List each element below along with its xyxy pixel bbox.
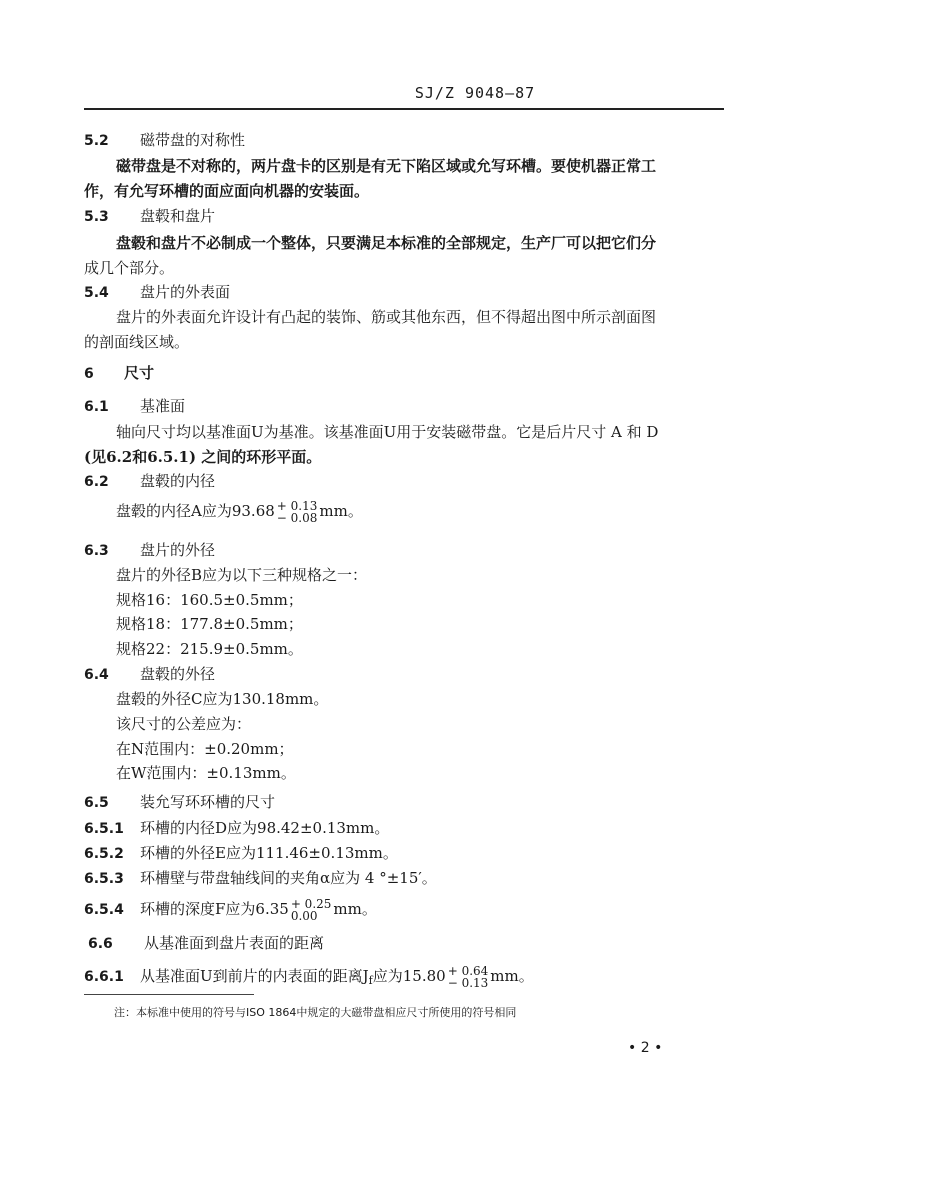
tolerance-lower: 0.00 bbox=[290, 909, 318, 923]
section-6-4-line-4: 在W范围内：±0.13mm。 bbox=[116, 764, 296, 782]
section-6-6-1 bbox=[84, 965, 534, 991]
footnote-rule bbox=[84, 994, 254, 995]
section-number: 6.4 bbox=[84, 667, 109, 683]
section-6-3-intro: 盘片的外径B应为以下三种规格之一： bbox=[116, 566, 368, 584]
tolerance-upper: + 0.25 bbox=[290, 897, 332, 911]
section-title: 基准面 bbox=[140, 397, 186, 415]
section-6-2-heading bbox=[84, 471, 215, 492]
section-6-5-4 bbox=[84, 898, 377, 922]
standard-code-header: SJ/Z 9048—87 bbox=[414, 84, 536, 102]
item-text: 从基准面U到前片的内表面的距离J bbox=[140, 967, 369, 985]
section-5-4-para-line-2: 的剖面线区域。 bbox=[84, 333, 190, 351]
section-6-5-heading bbox=[84, 792, 275, 813]
item-text-cont: 应为15.80 bbox=[372, 967, 446, 985]
unit: mm。 bbox=[333, 900, 377, 918]
section-6-4-heading bbox=[84, 664, 215, 685]
section-title: 盘片的外表面 bbox=[140, 283, 231, 301]
section-6-1-para-line-1: 轴向尺寸均以基准面U为基准。该基准面U用于安装磁带盘。它是后片尺寸 A 和 D bbox=[116, 423, 659, 441]
section-6-heading bbox=[84, 363, 154, 384]
unit: mm。 bbox=[319, 502, 363, 520]
section-number: 6.2 bbox=[84, 474, 109, 490]
section-number: 6.6.1 bbox=[84, 969, 124, 985]
subscript: f bbox=[368, 974, 373, 987]
section-number: 6.5.2 bbox=[84, 846, 124, 862]
section-6-1-para-line-2: (见6.2和6.5.1) 之间的环形平面。 bbox=[84, 448, 322, 466]
unit: mm。 bbox=[490, 967, 534, 985]
section-title: 盘毂和盘片 bbox=[140, 207, 216, 225]
section-number: 5.4 bbox=[84, 285, 109, 301]
tolerance-lower: − 0.13 bbox=[447, 976, 489, 990]
section-6-4-line-1: 盘毂的外径C应为130.18mm。 bbox=[116, 690, 329, 708]
item-text: 环槽的内径D应为98.42±0.13mm。 bbox=[140, 819, 390, 837]
section-5-4-heading bbox=[84, 282, 230, 303]
section-title: 盘毂的外径 bbox=[140, 665, 216, 683]
tolerance bbox=[448, 965, 489, 989]
section-6-6-heading bbox=[88, 933, 324, 954]
section-6-4-line-3: 在N范围内：±0.20mm； bbox=[116, 740, 294, 758]
section-title: 盘毂的内径 bbox=[140, 472, 216, 490]
footnote: 注：本标准中使用的符号与ISO 1864中规定的大磁带盘相应尺寸所使用的符号相同 bbox=[114, 1006, 517, 1019]
section-title: 磁带盘的对称性 bbox=[140, 131, 246, 149]
section-title: 从基准面到盘片表面的距离 bbox=[144, 934, 325, 952]
section-5-3-heading bbox=[84, 206, 215, 227]
section-6-5-1 bbox=[84, 818, 389, 839]
section-number: 5.3 bbox=[84, 209, 109, 225]
page-number: • 2 • bbox=[628, 1040, 663, 1056]
tolerance-upper: + 0.13 bbox=[276, 499, 318, 513]
tolerance bbox=[277, 500, 318, 524]
section-5-2-heading bbox=[84, 130, 245, 151]
item-text: 环槽壁与带盘轴线间的夹角α应为 4 °±15′。 bbox=[140, 869, 437, 887]
tolerance-upper: + 0.64 bbox=[447, 964, 489, 978]
section-number: 6.5.1 bbox=[84, 821, 124, 837]
section-6-1-heading bbox=[84, 396, 185, 417]
section-number: 6.5.4 bbox=[84, 902, 124, 918]
section-5-2-para-line-2: 作，有允写环槽的面应面向机器的安装面。 bbox=[84, 182, 370, 200]
section-5-2-para-line-1: 磁带盘是不对称的，两片盘卡的区别是有无下陷区域或允写环槽。要使机器正常工 bbox=[116, 157, 657, 175]
section-5-3-para-line-1: 盘毂和盘片不必制成一个整体，只要满足本标准的全部规定，生产厂可以把它们分 bbox=[116, 234, 657, 252]
section-6-4-line-2: 该尺寸的公差应为： bbox=[116, 715, 252, 733]
tolerance bbox=[291, 898, 332, 922]
item-text: 环槽的外径E应为111.46±0.13mm。 bbox=[140, 844, 398, 862]
section-number: 6.3 bbox=[84, 543, 109, 559]
section-6-5-2 bbox=[84, 843, 398, 864]
section-number: 6.5.3 bbox=[84, 871, 124, 887]
section-title: 尺寸 bbox=[124, 364, 155, 382]
section-number: 6.6 bbox=[88, 936, 113, 952]
section-title: 盘片的外径 bbox=[140, 541, 216, 559]
section-number: 6.5 bbox=[84, 795, 109, 811]
section-6-3-heading bbox=[84, 540, 215, 561]
section-5-3-para-line-2: 成几个部分。 bbox=[84, 259, 175, 277]
section-number: 6 bbox=[84, 366, 94, 382]
tolerance-lower: − 0.08 bbox=[276, 511, 318, 525]
section-5-4-para-line-1: 盘片的外表面允许设计有凸起的装饰、筋或其他东西，但不得超出图中所示剖面图 bbox=[116, 308, 657, 326]
formula-text: 盘毂的内径A应为93.68 bbox=[116, 502, 275, 520]
size-spec-item: 规格22：215.9±0.5mm。 bbox=[116, 640, 303, 658]
size-spec-item: 规格18：177.8±0.5mm； bbox=[116, 615, 303, 633]
item-text: 环槽的深度F应为6.35 bbox=[140, 900, 289, 918]
size-spec-item: 规格16：160.5±0.5mm； bbox=[116, 591, 303, 609]
section-number: 6.1 bbox=[84, 399, 109, 415]
header-rule bbox=[84, 108, 724, 110]
section-title: 装允写环环槽的尺寸 bbox=[140, 793, 276, 811]
section-number: 5.2 bbox=[84, 133, 109, 149]
section-6-5-3 bbox=[84, 868, 437, 889]
section-6-2-formula bbox=[116, 500, 363, 524]
